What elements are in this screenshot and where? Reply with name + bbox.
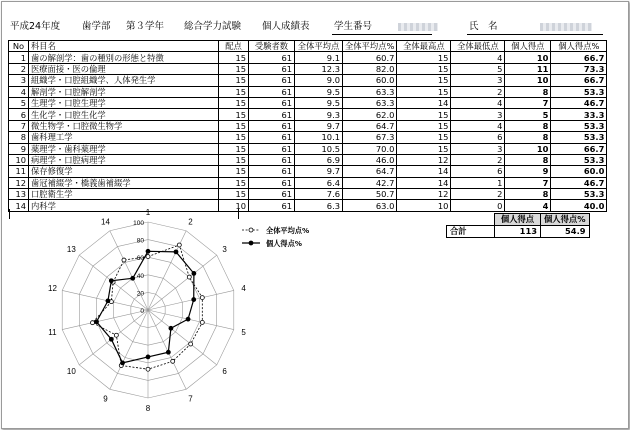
student-no-label: 学生番号 (334, 21, 373, 32)
grid-spoke (148, 290, 234, 310)
cell-no: 5 (9, 97, 29, 108)
table-header-row (9, 41, 607, 52)
cell-avg: 9.5 (295, 86, 343, 97)
cell-max: 15 (219, 63, 249, 74)
col-header-subject: 科目名 (29, 41, 219, 52)
cell-score: 10 (505, 75, 551, 86)
header-faculty: 歯学部 (82, 21, 111, 32)
cell-high: 15 (397, 86, 451, 97)
summary-total-label: 合計 (447, 226, 495, 238)
cell-max: 15 (219, 97, 249, 108)
cell-examinees: 61 (249, 132, 295, 143)
tick-label: 80 (136, 237, 144, 245)
col-header-score-pct: 個人得点% (551, 41, 607, 52)
cell-score: 7 (505, 97, 551, 108)
cell-max: 15 (219, 86, 249, 97)
summary-total-pct: 54.9 (541, 226, 590, 238)
cell-avg-pct: 64.7 (343, 166, 397, 177)
cell-high: 12 (397, 154, 451, 165)
cell-low: 4 (451, 120, 505, 131)
legend-label-1: 全体平均点% (266, 226, 310, 235)
axis-label: 8 (145, 404, 151, 413)
cell-max: 15 (219, 120, 249, 131)
cell-subject: 内科学 (29, 200, 219, 211)
cell-score-pct: 46.7 (551, 177, 607, 188)
data-point (192, 271, 196, 275)
cell-low: 3 (451, 75, 505, 86)
name-underline (467, 34, 603, 35)
cell-low: 4 (451, 97, 505, 108)
cell-avg: 9.7 (295, 120, 343, 131)
data-point (109, 337, 113, 341)
cell-no: 8 (9, 132, 29, 143)
data-point (186, 317, 190, 321)
table-row (9, 52, 607, 63)
data-point (200, 320, 204, 324)
cell-score-pct: 53.3 (551, 189, 607, 200)
cell-max: 15 (219, 166, 249, 177)
cell-subject: 薬理学・歯科薬理学 (29, 143, 219, 154)
table-row (9, 177, 607, 188)
data-point (177, 243, 181, 247)
cell-examinees: 61 (249, 97, 295, 108)
cell-subject: 保存修復学 (29, 166, 219, 177)
cell-low: 0 (451, 200, 505, 211)
cell-avg-pct: 46.0 (343, 154, 397, 165)
summary-total-score: 113 (495, 226, 541, 238)
cell-avg-pct: 64.7 (343, 120, 397, 131)
cell-avg: 9.0 (295, 75, 343, 86)
data-point (146, 249, 150, 253)
cell-avg: 10.5 (295, 143, 343, 154)
data-point (187, 275, 191, 279)
cell-avg: 9.3 (295, 109, 343, 120)
cell-score-pct: 66.7 (551, 75, 607, 86)
cell-examinees: 61 (249, 143, 295, 154)
cell-avg: 6.4 (295, 177, 343, 188)
cell-high: 15 (397, 143, 451, 154)
cell-avg-pct: 67.3 (343, 132, 397, 143)
table-row (9, 63, 607, 74)
summary-corner (447, 214, 495, 226)
cell-low: 3 (451, 109, 505, 120)
cell-max: 10 (219, 200, 249, 211)
cell-avg-pct: 60.0 (343, 75, 397, 86)
cell-no: 12 (9, 177, 29, 188)
cell-low: 2 (451, 154, 505, 165)
cell-score: 8 (505, 154, 551, 165)
cell-avg-pct: 63.0 (343, 200, 397, 211)
axis-label: 14 (101, 217, 110, 227)
cell-high: 14 (397, 166, 451, 177)
data-point (109, 279, 113, 283)
cell-avg-pct: 63.3 (343, 86, 397, 97)
col-header-high: 全体最高点 (397, 41, 451, 52)
cell-avg-pct: 50.7 (343, 189, 397, 200)
cell-high: 15 (397, 132, 451, 143)
cell-examinees: 61 (249, 63, 295, 74)
summary-header-row (447, 214, 590, 226)
tick-label: 0 (140, 308, 144, 315)
col-header-score: 個人得点 (505, 41, 551, 52)
cell-score: 8 (505, 86, 551, 97)
tick-label: 40 (136, 272, 144, 280)
cell-high: 15 (397, 109, 451, 120)
cell-subject: 微生物学・口腔微生物学 (29, 120, 219, 131)
cell-examinees: 61 (249, 52, 295, 63)
cell-score: 4 (505, 200, 551, 211)
cell-avg: 9.5 (295, 97, 343, 108)
cell-high: 15 (397, 63, 451, 74)
cell-high: 14 (397, 177, 451, 188)
table-row (9, 154, 607, 165)
cell-subject: 歯の解剖学：歯の種別の形態と特徴 (29, 52, 219, 63)
cell-high: 15 (397, 120, 451, 131)
cell-subject: 歯科理工学 (29, 132, 219, 143)
cell-avg: 6.9 (295, 154, 343, 165)
cell-no: 13 (9, 189, 29, 200)
axis-label: 7 (188, 394, 193, 404)
data-point (192, 298, 196, 302)
cell-avg: 12.3 (295, 63, 343, 74)
axis-label: 2 (188, 217, 193, 227)
name-label: 氏 名 (469, 21, 498, 32)
cell-avg: 10.1 (295, 132, 343, 143)
table-row (9, 120, 607, 131)
data-point (131, 276, 135, 280)
summary-table (446, 213, 590, 238)
cell-low: 6 (451, 166, 505, 177)
cell-score: 10 (505, 143, 551, 154)
cell-subject: 病理学・口腔病理学 (29, 154, 219, 165)
axis-label: 12 (48, 284, 57, 294)
tick-label: 100 (133, 220, 144, 227)
data-point (106, 299, 110, 303)
data-point (90, 321, 94, 325)
cell-examinees: 61 (249, 189, 295, 200)
cell-low: 1 (451, 177, 505, 188)
table-row (9, 189, 607, 200)
header-grade: 第３学年 (126, 21, 165, 32)
cell-low: 3 (451, 143, 505, 154)
cell-avg: 9.1 (295, 52, 343, 63)
cell-no: 9 (9, 143, 29, 154)
cell-score-pct: 60.0 (551, 166, 607, 177)
summary-col-pct: 個人得点% (541, 214, 590, 226)
axis-label: 11 (48, 327, 57, 337)
cell-low: 5 (451, 63, 505, 74)
cell-subject: 生理学・口腔生理学 (29, 97, 219, 108)
data-point (146, 255, 150, 259)
col-header-max: 配点 (219, 41, 249, 52)
table-row (9, 97, 607, 108)
cell-examinees: 61 (249, 86, 295, 97)
score-table (8, 40, 607, 212)
legend-marker-1 (249, 228, 253, 232)
axis-label: 4 (241, 284, 246, 294)
axis-label: 5 (241, 327, 246, 337)
data-point (122, 258, 126, 262)
cell-subject: 生化学・口腔生化学 (29, 109, 219, 120)
cell-no: 3 (9, 75, 29, 86)
data-point (121, 361, 125, 365)
cell-avg-pct: 82.0 (343, 63, 397, 74)
cell-score-pct: 40.0 (551, 200, 607, 211)
table-row (9, 86, 607, 97)
cell-no: 7 (9, 120, 29, 131)
legend-label-2: 個人得点% (266, 239, 302, 248)
summary-col-score: 個人得点 (495, 214, 541, 226)
cell-max: 15 (219, 189, 249, 200)
table-row (9, 109, 607, 120)
cell-score-pct: 53.3 (551, 132, 607, 143)
data-point (166, 350, 170, 354)
cell-score-pct: 53.3 (551, 154, 607, 165)
cell-avg-pct: 62.0 (343, 109, 397, 120)
col-header-examinees: 受験者数 (249, 41, 295, 52)
cell-max: 15 (219, 75, 249, 86)
cell-no: 2 (9, 63, 29, 74)
radar-chart (20, 208, 320, 420)
data-point (189, 342, 193, 346)
axis-label: 3 (222, 244, 227, 254)
cell-score-pct: 46.7 (551, 97, 607, 108)
cell-examinees: 61 (249, 177, 295, 188)
cell-max: 15 (219, 132, 249, 143)
student-no-value (398, 20, 438, 34)
cell-max: 15 (219, 154, 249, 165)
cell-avg: 6.3 (295, 200, 343, 211)
header-exam: 総合学力試験 (184, 21, 242, 32)
cell-score: 11 (505, 63, 551, 74)
cell-high: 10 (397, 200, 451, 211)
name-value (540, 20, 592, 34)
cell-max: 15 (219, 109, 249, 120)
cell-score-pct: 73.3 (551, 63, 607, 74)
cell-avg-pct: 70.0 (343, 143, 397, 154)
data-point (200, 296, 204, 300)
tick-label: 60 (136, 255, 144, 263)
cell-low: 4 (451, 52, 505, 63)
grid-spoke (62, 310, 148, 330)
cell-score-pct: 53.3 (551, 86, 607, 97)
table-row (9, 143, 607, 154)
data-point (174, 250, 178, 254)
cell-score: 7 (505, 177, 551, 188)
cell-examinees: 61 (249, 120, 295, 131)
cell-subject: 口腔衛生学 (29, 189, 219, 200)
data-point (95, 320, 99, 324)
col-header-low: 全体最低点 (451, 41, 505, 52)
cell-high: 14 (397, 97, 451, 108)
cell-examinees: 61 (249, 109, 295, 120)
axis-label: 1 (145, 208, 151, 217)
table-row (9, 132, 607, 143)
cell-score-pct: 33.3 (551, 109, 607, 120)
cell-score: 8 (505, 132, 551, 143)
table-row (9, 75, 607, 86)
cell-no: 6 (9, 109, 29, 120)
cell-no: 11 (9, 166, 29, 177)
cell-low: 6 (451, 132, 505, 143)
cell-no: 14 (9, 200, 29, 211)
data-point (114, 333, 118, 337)
cell-score: 9 (505, 166, 551, 177)
cell-max: 15 (219, 52, 249, 63)
data-point (146, 367, 150, 371)
cell-score: 5 (505, 109, 551, 120)
cell-score: 10 (505, 52, 551, 63)
cell-avg: 9.7 (295, 166, 343, 177)
cell-low: 2 (451, 189, 505, 200)
cell-subject: 医療面接・医の倫理 (29, 63, 219, 74)
axis-label: 9 (103, 394, 108, 404)
cell-subject: 歯冠補綴学・橋義歯補綴学 (29, 177, 219, 188)
data-point (146, 355, 150, 359)
summary-total-row (447, 226, 590, 238)
cell-max: 15 (219, 143, 249, 154)
cell-score: 8 (505, 189, 551, 200)
cell-no: 10 (9, 154, 29, 165)
cell-examinees: 61 (249, 154, 295, 165)
grid-spoke (148, 310, 234, 330)
header-report: 個人成績表 (262, 21, 310, 32)
cell-avg: 7.6 (295, 189, 343, 200)
cell-high: 15 (397, 52, 451, 63)
cell-score-pct: 66.7 (551, 52, 607, 63)
cell-score-pct: 53.3 (551, 120, 607, 131)
cell-subject: 解剖学・口腔解剖学 (29, 86, 219, 97)
cell-high: 15 (397, 75, 451, 86)
cell-score-pct: 66.7 (551, 143, 607, 154)
col-header-no: No (9, 41, 29, 52)
table-row (9, 166, 607, 177)
cell-score: 8 (505, 120, 551, 131)
cell-no: 4 (9, 86, 29, 97)
cell-examinees: 61 (249, 166, 295, 177)
cell-max: 15 (219, 177, 249, 188)
header-year: 平成24年度 (10, 21, 61, 32)
cell-avg-pct: 60.7 (343, 52, 397, 63)
cell-avg-pct: 63.3 (343, 97, 397, 108)
axis-label: 6 (222, 367, 227, 377)
col-header-avg-pct: 全体平均点% (343, 41, 397, 52)
axis-label: 10 (66, 367, 76, 377)
cell-examinees: 61 (249, 200, 295, 211)
cell-no: 1 (9, 52, 29, 63)
data-point (169, 326, 173, 330)
cell-avg-pct: 42.7 (343, 177, 397, 188)
cell-high: 12 (397, 189, 451, 200)
cell-subject: 組織学・口腔組織学、人体発生学 (29, 75, 219, 86)
student-no-underline (332, 34, 432, 35)
col-header-avg: 全体平均点 (295, 41, 343, 52)
data-point (171, 359, 175, 363)
cell-low: 2 (451, 86, 505, 97)
cell-examinees: 61 (249, 75, 295, 86)
legend-marker-2 (249, 241, 253, 245)
tick-label: 20 (136, 290, 144, 298)
axis-label: 13 (66, 244, 76, 254)
